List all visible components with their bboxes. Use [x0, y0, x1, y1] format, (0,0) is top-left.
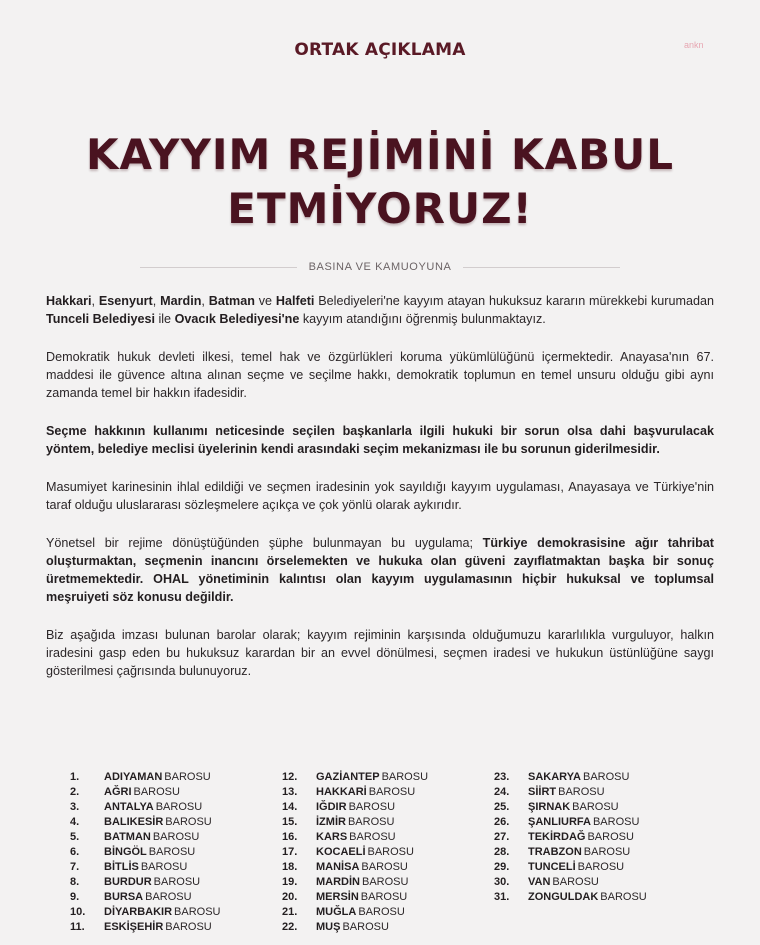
list-item-number: 24. [494, 786, 510, 798]
list-column-1 [70, 770, 282, 935]
bar-suffix: BAROSU [587, 831, 634, 843]
list-item-number: 20. [282, 891, 298, 903]
headline-line-2: ETMİYORUZ! [227, 184, 533, 233]
text-run: Biz aşağıda imzası bulunan barolar olarak; kayyım rejiminin karşısında olduğumuzu kararlılıkla vurguluyor, halkın iradesini gasp eden bu hukuksuz karardan bir an evvel dönülmesi, seçmen iradesi ve hukukun üstünlüğüne saygı gösterilmesi çağrısında bulunuyoruz. [46, 628, 714, 678]
paragraph [46, 534, 714, 606]
bar-suffix: BAROSU [133, 786, 180, 798]
list-item [70, 830, 282, 845]
list-item [70, 815, 282, 830]
bar-suffix: BAROSU [165, 921, 212, 933]
bar-suffix: BAROSU [360, 891, 408, 903]
list-item-number: 27. [494, 831, 510, 843]
bar-name: BURSA [104, 891, 144, 903]
list-item-number: 12. [282, 771, 298, 783]
bar-name: MUĞLA [316, 906, 357, 918]
bar-suffix: BAROSU [552, 876, 599, 888]
list-item-number: 15. [282, 816, 298, 828]
list-item [70, 785, 282, 800]
bar-suffix: BAROSU [358, 906, 405, 918]
list-item-number: 10. [70, 906, 86, 918]
bar-suffix: BAROSU [381, 771, 429, 783]
list-item [494, 875, 684, 890]
subheading [140, 258, 620, 276]
bar-suffix: BAROSU [165, 816, 212, 828]
bar-suffix: BAROSU [361, 861, 408, 873]
bold-text: Türkiye demokrasisine ağır tahribat oluşturmaktan, seçmenin inancını örselemekten ve hukuka olan güveni zayıflatmaktan başka bir sonuç üretmemektedir. OHAL yönetiminin kalıntısı olan kayyım uygulamasının hiçbir hukuksal ve toplumsal meşruiyeti söz konusu değildir. [46, 536, 714, 604]
list-item [282, 890, 494, 905]
list-item-number: 17. [282, 846, 298, 858]
bar-name: BURDUR [104, 876, 152, 888]
watermark: ankn [684, 40, 704, 50]
list-item-number: 5. [70, 831, 80, 843]
list-item-number: 19. [282, 876, 298, 888]
list-column-2 [282, 770, 494, 935]
bar-name: MARDİN [316, 876, 360, 888]
paragraph [46, 478, 714, 514]
divider-left [140, 267, 297, 268]
bar-suffix: BAROSU [577, 861, 625, 873]
bar-name: MUŞ [316, 921, 341, 933]
list-item [70, 920, 282, 935]
list-item [282, 770, 494, 785]
bold-text: Esenyurt [98, 294, 153, 308]
list-item-number: 30. [494, 876, 510, 888]
bar-name: TRABZON [528, 846, 582, 858]
bar-name: BİTLİS [104, 861, 139, 873]
list-item [70, 905, 282, 920]
list-item [494, 800, 684, 815]
text-run: ile [154, 312, 175, 326]
statement-body [46, 292, 714, 700]
list-item [494, 845, 684, 860]
bar-suffix: BAROSU [148, 846, 196, 858]
bar-suffix: BAROSU [155, 801, 203, 813]
bold-text: Hakkari [46, 294, 92, 308]
list-item-number: 21. [282, 906, 298, 918]
bar-suffix: BAROSU [572, 801, 619, 813]
list-column-3 [494, 770, 684, 935]
paragraph [46, 348, 714, 402]
bar-suffix: BAROSU [348, 801, 396, 813]
bar-suffix: BAROSU [582, 771, 630, 783]
list-item-number: 8. [70, 876, 80, 888]
text-run: ve [254, 294, 276, 308]
text-run: , [91, 294, 99, 308]
bar-name: SAKARYA [528, 771, 581, 783]
headline [0, 128, 760, 236]
list-item-number: 28. [494, 846, 510, 858]
text-run: kayyım atandığını öğrenmiş bulunmaktayız. [299, 312, 546, 326]
bold-text: Seçme hakkının kullanımı neticesinde seçilen başkanlarla ilgili hukuki bir sorun olsa dahi başvurulacak yöntem, belediye meclisi üyelerinin kendi arasındaki seçim mekanizması ile bu sorunun giderilmesidir. [46, 424, 714, 456]
bold-text: Batman [208, 294, 255, 308]
bold-text: Halfeti [275, 294, 315, 308]
bar-suffix: BAROSU [368, 786, 416, 798]
bar-name: KOCAELİ [316, 846, 366, 858]
bar-name: GAZİANTEP [316, 771, 380, 783]
divider-right [463, 267, 620, 268]
list-item-number: 6. [70, 846, 80, 858]
paragraph [46, 626, 714, 680]
list-item [494, 860, 684, 875]
list-item-number: 13. [282, 786, 298, 798]
list-item [282, 785, 494, 800]
list-item [70, 890, 282, 905]
subheading-text: BASINA VE KAMUOYUNA [308, 261, 452, 273]
list-item-number: 16. [282, 831, 298, 843]
bar-association-list [70, 770, 690, 935]
list-item [282, 830, 494, 845]
list-item [70, 770, 282, 785]
text-run: Yönetsel bir rejime dönüştüğünden şüphe bulunmayan bu uygulama; [46, 536, 483, 550]
bar-name: IĞDIR [316, 801, 347, 813]
list-item-number: 3. [70, 801, 80, 813]
bar-suffix: BAROSU [583, 846, 631, 858]
list-item-number: 26. [494, 816, 510, 828]
bar-name: BALIKESİR [104, 816, 164, 828]
bar-suffix: BAROSU [174, 906, 221, 918]
paragraph [46, 292, 714, 328]
bar-name: MERSİN [316, 891, 359, 903]
list-item [494, 830, 684, 845]
paragraph [46, 422, 714, 458]
bar-name: MANİSA [316, 861, 360, 873]
bold-text: Ovacık Belediyesi'ne [174, 312, 300, 326]
list-item [282, 875, 494, 890]
text-run: Masumiyet karinesinin ihlal edildiği ve seçmen iradesinin yok sayıldığı kayyım uygulaması, Anayasaya ve Türkiye'nin taraf olduğu uluslararası sözleşmelere açıkça ve çok yönlü olarak aykırıdır. [46, 480, 714, 512]
text-run: , [201, 294, 209, 308]
list-item-number: 31. [494, 891, 510, 903]
headline-line-1: KAYYIM REJİMİNİ KABUL [86, 130, 674, 179]
list-item-number: 29. [494, 861, 510, 873]
list-item [70, 875, 282, 890]
bar-name: AĞRI [104, 786, 132, 798]
text-run: Belediyeleri'ne kayyım atayan hukuksuz kararın mürekkebi kurumadan [314, 294, 714, 308]
bar-suffix: BAROSU [145, 891, 192, 903]
list-item [282, 800, 494, 815]
bar-suffix: BAROSU [152, 831, 200, 843]
bar-name: BATMAN [104, 831, 151, 843]
list-item-number: 2. [70, 786, 80, 798]
bar-name: ZONGULDAK [528, 891, 599, 903]
list-item-number: 23. [494, 771, 510, 783]
list-item [282, 845, 494, 860]
bar-name: ADIYAMAN [104, 771, 163, 783]
list-item-number: 18. [282, 861, 298, 873]
bar-name: ANTALYA [104, 801, 154, 813]
list-item [494, 815, 684, 830]
list-item-number: 4. [70, 816, 80, 828]
list-item-number: 9. [70, 891, 80, 903]
list-item-number: 25. [494, 801, 510, 813]
bar-suffix: BAROSU [367, 846, 414, 858]
bar-suffix: BAROSU [153, 876, 201, 888]
bar-suffix: BAROSU [140, 861, 188, 873]
list-item-number: 11. [70, 921, 85, 933]
bar-name: VAN [528, 876, 551, 888]
list-item [282, 860, 494, 875]
bar-name: HAKKARİ [316, 786, 367, 798]
list-item [282, 815, 494, 830]
bar-name: KARS [316, 831, 348, 843]
list-item [494, 785, 684, 800]
bar-suffix: BAROSU [342, 921, 389, 933]
list-item [70, 860, 282, 875]
bold-text: Mardin [160, 294, 202, 308]
list-item [494, 770, 684, 785]
bar-name: İZMİR [316, 816, 346, 828]
text-run: , [152, 294, 161, 308]
list-item [282, 905, 494, 920]
bar-name: BİNGÖL [104, 846, 147, 858]
list-item [282, 920, 494, 935]
bar-suffix: BAROSU [558, 786, 605, 798]
bar-suffix: BAROSU [600, 891, 647, 903]
bar-suffix: BAROSU [349, 831, 396, 843]
list-item-number: 1. [70, 771, 80, 783]
bar-suffix: BAROSU [592, 816, 640, 828]
bar-name: ŞANLIURFA [528, 816, 591, 828]
bar-name: TUNCELİ [528, 861, 576, 873]
list-item [70, 845, 282, 860]
list-item-number: 14. [282, 801, 298, 813]
bar-name: SİİRT [528, 786, 557, 798]
bar-name: TEKİRDAĞ [528, 831, 586, 843]
header-label: ORTAK AÇIKLAMA [294, 40, 466, 60]
bar-name: ŞIRNAK [528, 801, 571, 813]
list-item-number: 22. [282, 921, 298, 933]
bar-name: ESKİŞEHİR [104, 921, 164, 933]
bar-suffix: BAROSU [164, 771, 211, 783]
bar-name: DİYARBAKIR [104, 906, 173, 918]
list-item-number: 7. [70, 861, 80, 873]
list-item [494, 890, 684, 905]
bar-suffix: BAROSU [347, 816, 395, 828]
text-run: Demokratik hukuk devleti ilkesi, temel hak ve özgürlükleri koruma yükümlülüğünü içermektedir. Anayasa'nın 67. maddesi ile güvence altına alınan seçme ve seçilme hakkı, demokratik toplumun en temel unsuru olduğu gibi aynı zamanda temel bir hakkın ifadesidir. [46, 350, 714, 400]
bar-suffix: BAROSU [362, 876, 409, 888]
bold-text: Tunceli Belediyesi [46, 312, 155, 326]
list-item [70, 800, 282, 815]
